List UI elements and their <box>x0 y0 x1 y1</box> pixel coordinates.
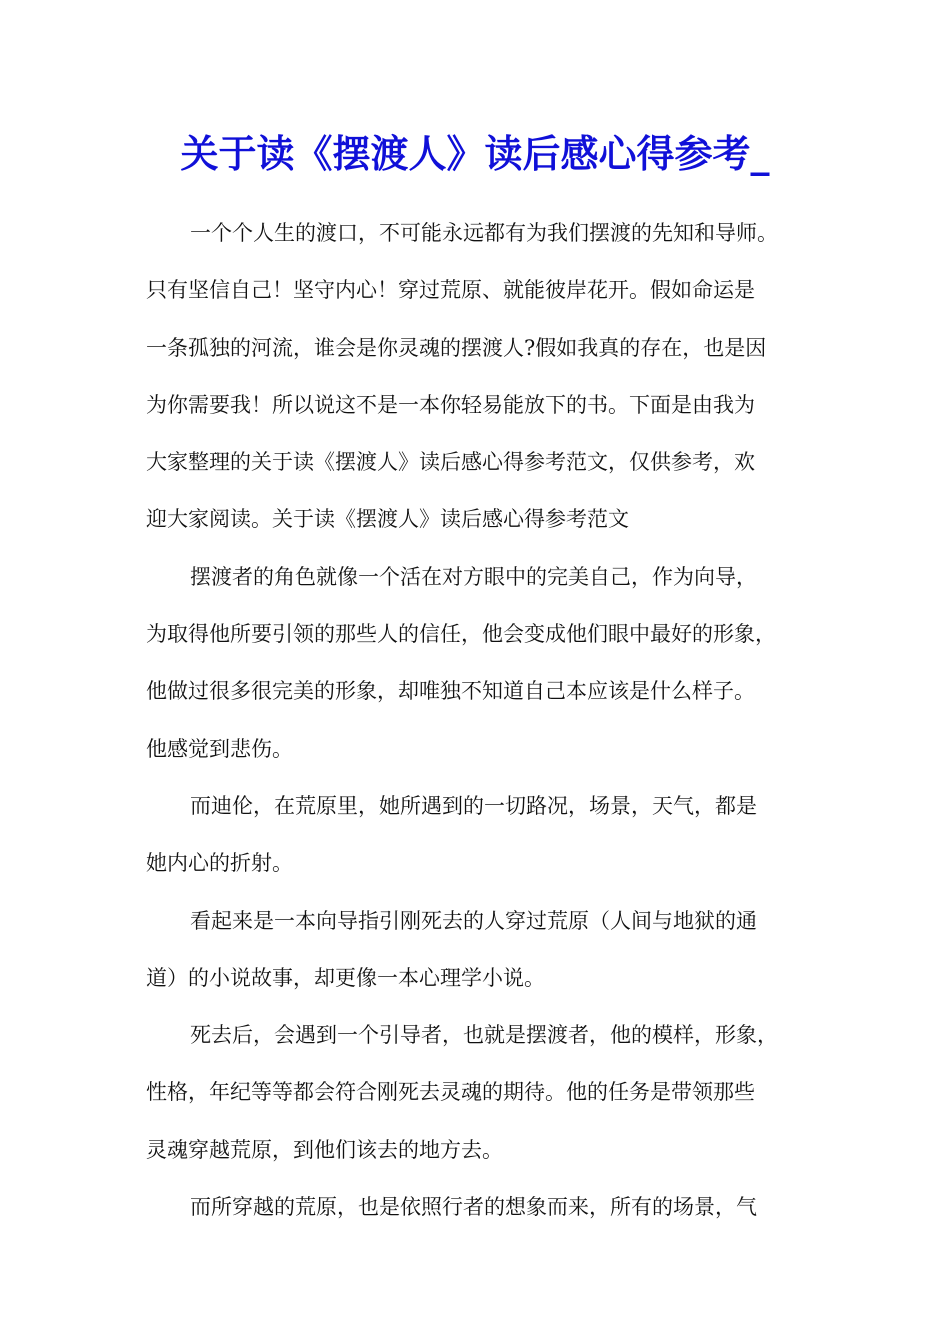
text-line: 他做过很多很完美的形象，却唯独不知道自己本应该是什么样子。 <box>146 679 755 704</box>
text-line: 她内心的折射。 <box>146 851 293 876</box>
text-line: 死去后，会遇到一个引导者，也就是摆渡者，他的模样，形象， <box>190 1023 778 1048</box>
text-line: 大家整理的关于读《摆渡人》读后感心得参考范文，仅供参考，欢 <box>146 450 755 475</box>
document-body <box>146 205 826 1236</box>
text-line: 只有坚信自己！坚守内心！穿过荒原、就能彼岸花开。假如命运是 <box>146 278 755 303</box>
text-line: 摆渡者的角色就像一个活在对方眼中的完美自己，作为向导， <box>190 564 757 589</box>
text-line: 一个个人生的渡口，不可能永远都有为我们摆渡的先知和导师。 <box>190 221 778 245</box>
text-line: 他感觉到悲伤。 <box>146 736 293 761</box>
text-line: 迎大家阅读。关于读《摆渡人》读后感心得参考范文 <box>146 507 629 532</box>
text-line: 为你需要我！所以说这不是一本你轻易能放下的书。下面是由我为 <box>146 392 755 417</box>
text-line: 看起来是一本向导指引刚死去的人穿过荒原（人间与地狱的通 <box>190 908 757 933</box>
text-line: 灵魂穿越荒原，到他们该去的地方去。 <box>146 1137 503 1162</box>
text-line: 而迪伦，在荒原里，她所遇到的一切路况，场景，天气，都是 <box>190 793 757 818</box>
document-title: 关于读《摆渡人》读后感心得参考_ <box>180 131 770 176</box>
text-line: 性格，年纪等等都会符合刚死去灵魂的期待。他的任务是带领那些 <box>146 1080 755 1105</box>
text-line: 而所穿越的荒原，也是依照行者的想象而来，所有的场景，气 <box>190 1195 757 1220</box>
text-line: 为取得他所要引领的那些人的信任，他会变成他们眼中最好的形象， <box>146 622 776 647</box>
text-line: 道）的小说故事，却更像一本心理学小说。 <box>146 965 545 990</box>
text-line: 一条孤独的河流，谁会是你灵魂的摆渡人?假如我真的存在，也是因 <box>146 335 767 360</box>
